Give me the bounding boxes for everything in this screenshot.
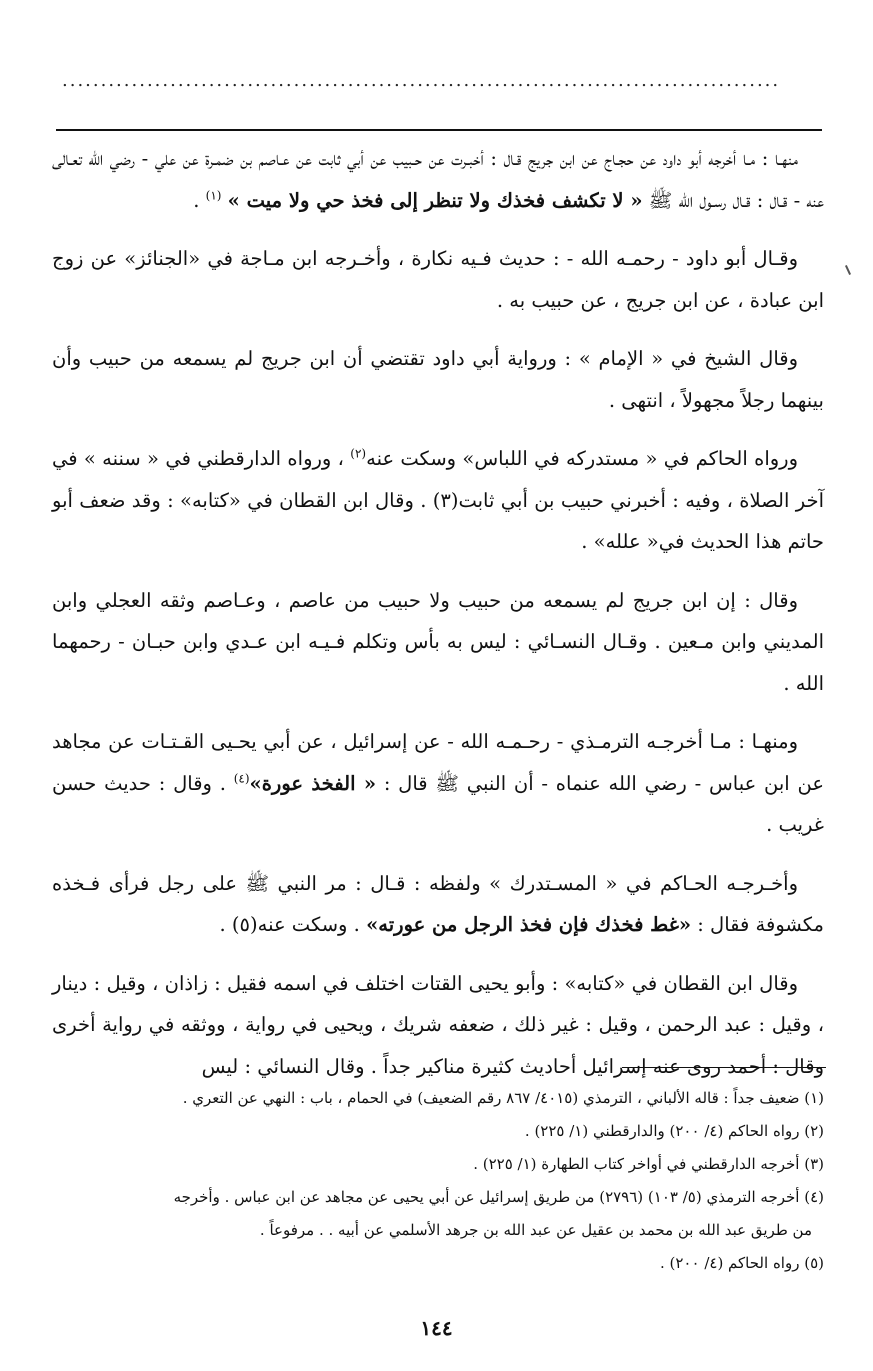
footnote-4-continued: من طريق عبد الله بن محمد بن عقيل عن عبد الله بن جرهد الأسلمي عن أبيه . . مرفوعاً . [259, 1221, 812, 1239]
margin-mark [845, 265, 851, 275]
paragraph-4 [52, 438, 824, 563]
hadith-quote: « الفخذ عورة» [249, 771, 377, 795]
paragraph-text: وقـال أبو داود - رحمـه الله - : حديث فـيه نكارة ، وأخـرجه ابن مـاجة في «الجنائز» عن زوج ابن عبادة ، عن ابن جريج ، عن حبيب به . [52, 247, 824, 312]
paragraph-text: وقال الشيخ في « الإمام » : ورواية أبي داود تقتضي أن ابن جريج لم يسمعه من حبيب وأن بينهما رجلاً مجهولاً ، انتهى . [52, 347, 824, 412]
paragraph-text: ومنهـا : مـا أخرجـه الترمـذي - رحـمـه الله - عن إسرائيل ، عن أبي يحـيى القـتـات عن مجاهد عن ابن عباس - رضي الله عنماه - أن النبي ﷺ قال : [52, 730, 824, 795]
paragraph-5 [52, 580, 824, 705]
paragraph-7 [52, 863, 824, 946]
main-text [52, 138, 824, 1103]
paragraph-1 [52, 138, 824, 221]
paragraph-text: وأخـرجـه الحـاكم في « المسـتدرك » ولفظه : قـال : مر النبي ﷺ على رجل فرأى فـخذه مكشوفة فقال : [52, 871, 824, 936]
paragraph-text: وقال ابن القطان في «كتابه» : وأبو يحيى القتات اختلف في اسمه فقيل : زاذان ، وقيل : دينار ، وقيل : عبد الرحمن ، وقيل : غير ذلك ، ضعفه شريك ، ويحيى في رواية ، ووثقه في رواية أخرى وقال : أحمد روى عنه إسرائيل أحاديث كثيرة مناكير جداً . وقال النسائي : ليس [52, 971, 824, 1078]
paragraph-text: . [193, 188, 206, 212]
paragraph-3 [52, 338, 824, 421]
paragraph-text: ، ورواه الدارقطني في « سننه » في آخر الصلاة ، وفيه : أخبرني حبيب بن أبي ثابت(٣) . وقال ابن القطان في «كتابه» : وقد ضعف أبو حاتم هذا الحديث في« علله» . [52, 447, 824, 553]
footnote-3: (٣) أخرجه الدارقطني في أواخر كتاب الطهارة (١/ ٢٢٥) . [473, 1155, 824, 1173]
header-rule [56, 129, 822, 131]
paragraph-text: وقال : إن ابن جريج لم يسمعه من حبيب ولا حبيب من عاصم ، وعـاصم وثقه العجلي وابن المديني وابن مـعين . وقـال النسـائي : ليس به بأس وتكلم فـيـه ابن عـدي وابن حبـان - رحمهما الله . [52, 588, 824, 695]
paragraph-2 [52, 238, 824, 321]
footnote-ref: (٤) [233, 771, 250, 785]
footnote-rule [622, 1067, 826, 1068]
footnote-2: (٢) رواه الحاكم (٤/ ٢٠٠) والدارقطني (١/ ٢٢٥) . [524, 1122, 824, 1140]
paragraph-8 [52, 963, 824, 1088]
footnote-1: (١) ضعيف جداً : قاله الألباني ، الترمذي (٤٠١٥/ ٨٦٧ رقم الضعيف) في الحمام ، باب : النهي عن التعري . [182, 1089, 824, 1107]
page-number: ١٤٤ [420, 1316, 453, 1340]
hadith-quote: « لا تكشف فخذك ولا تنظر إلى فخذ حي ولا ميت » [227, 188, 643, 212]
footnote-ref: (٢) [350, 446, 367, 461]
footnotes [52, 1082, 824, 1280]
footnote-ref: (١) [205, 188, 222, 202]
hadith-quote: «غط فخذك فإن فخذ الرجل من عورته» [366, 913, 692, 936]
footnote-4: (٤) أخرجه الترمذي (٥/ ١٠٣) (٢٧٩٦) من طريق إسرائيل عن أبي يحيى عن مجاهد عن ابن عباس . وأخرجه [173, 1188, 824, 1206]
header-dotted-rule: ............................................................................................. [62, 70, 781, 91]
paragraph-text: . وقال : حديث حسن غريب . [52, 771, 824, 836]
footnote-5: (٥) رواه الحاكم (٤/ ٢٠٠) . [659, 1254, 824, 1272]
paragraph-6 [52, 721, 824, 846]
paragraph-text: منهـا : مـا أخرجه أبو داود عن حجـاج عن ابن جريج قـال : أخبـرت عن حـبيب عن أبي ثابت عن عـاصم بن ضمـرة عن علي - رضي الله تعـالى عنه - قـال : قـال رسـول الله ﷺ [52, 147, 824, 212]
paragraph-text: ورواه الحاكم في « مستدركه في اللباس» وسكت عنه [366, 447, 798, 470]
paragraph-text: . وسكت عنه(٥) . [219, 913, 367, 936]
